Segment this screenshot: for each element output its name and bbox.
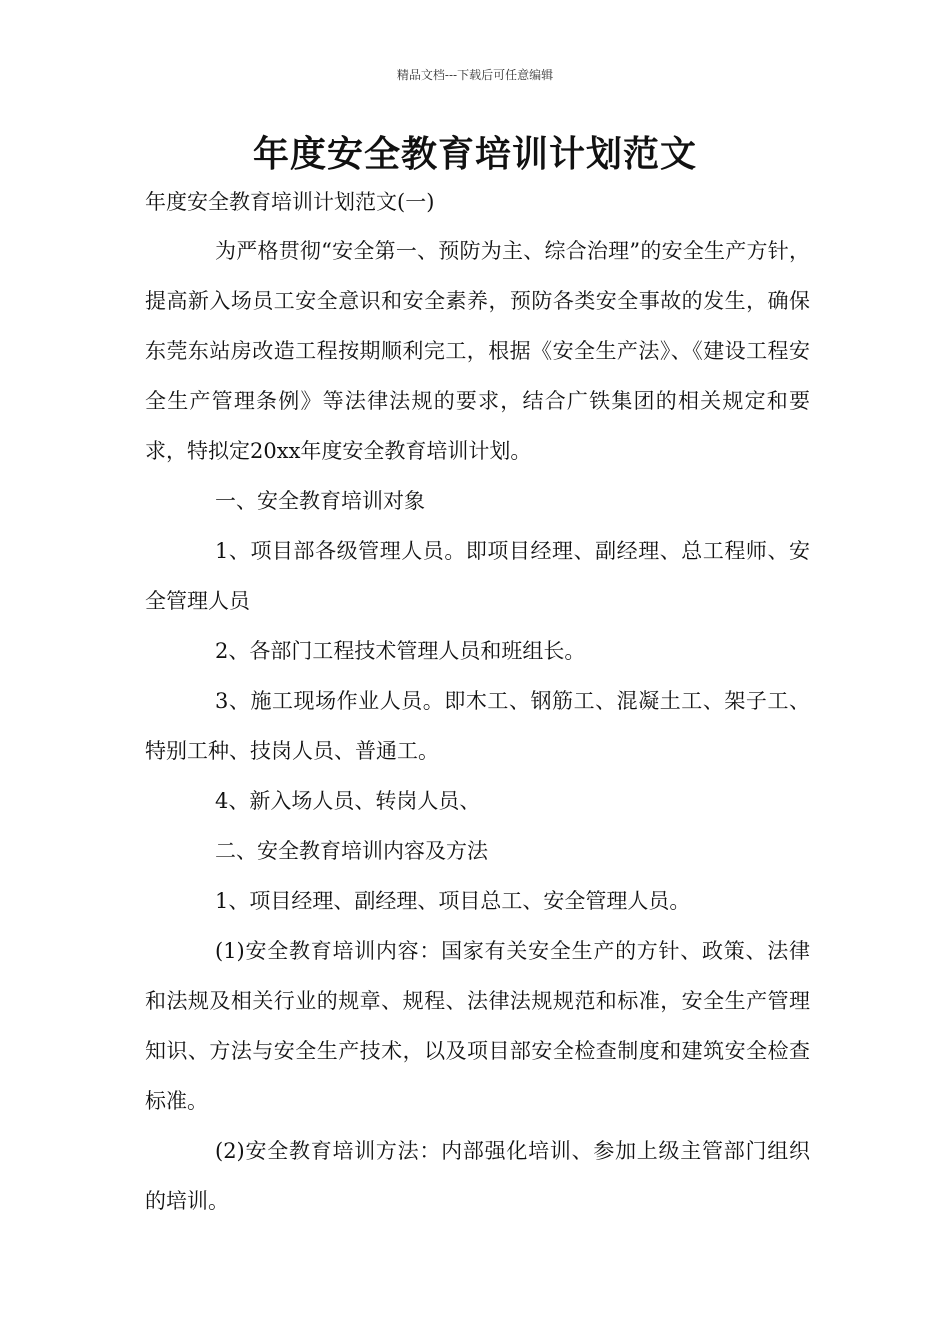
header-note: 精品文档---下载后可任意编辑 (396, 68, 554, 82)
paragraph-training-content: (1)安全教育培训内容：国家有关安全生产的方针、政策、法律和法规及相关行业的规章、规程、法律法规规范和标准，安全生产管理知识、方法与安全生产技术，以及项目部安全检查制度和建筑安全检查标准。 (145, 939, 810, 1113)
list-item-managers: 1、项目部各级管理人员。即项目经理、副经理、总工程师、安全管理人员 (145, 539, 810, 613)
document-body (145, 226, 810, 1226)
list-item-technical-staff: 2、各部门工程技术管理人员和班组长。 (215, 639, 586, 663)
document-subtitle: 年度安全教育培训计划范文(一) (145, 190, 435, 214)
document-title: 年度安全教育培训计划范文 (252, 134, 697, 175)
list-item-site-workers: 3、施工现场作业人员。即木工、钢筋工、混凝土工、架子工、特别工种、技岗人员、普通工。 (145, 689, 810, 763)
section-heading-targets: 一、安全教育培训对象 (215, 489, 425, 513)
section-heading-content-methods: 二、安全教育培训内容及方法 (215, 839, 488, 863)
list-item-project-managers: 1、项目经理、副经理、项目总工、安全管理人员。 (215, 889, 691, 913)
paragraph-training-method: (2)安全教育培训方法：内部强化培训、参加上级主管部门组织的培训。 (145, 1139, 810, 1213)
list-item-new-staff: 4、新入场人员、转岗人员、 (215, 789, 481, 813)
paragraph-intro: 为严格贯彻“安全第一、预防为主、综合治理”的安全生产方针，提高新入场员工安全意识和安全素养，预防各类安全事故的发生，确保东莞东站房改造工程按期顺利完工，根据《安全生产法》、《建设工程安全生产管理条例》等法律法规的要求，结合广铁集团的相关规定和要求，特拟定20xx年度安全教育培训计划。 (145, 239, 810, 463)
